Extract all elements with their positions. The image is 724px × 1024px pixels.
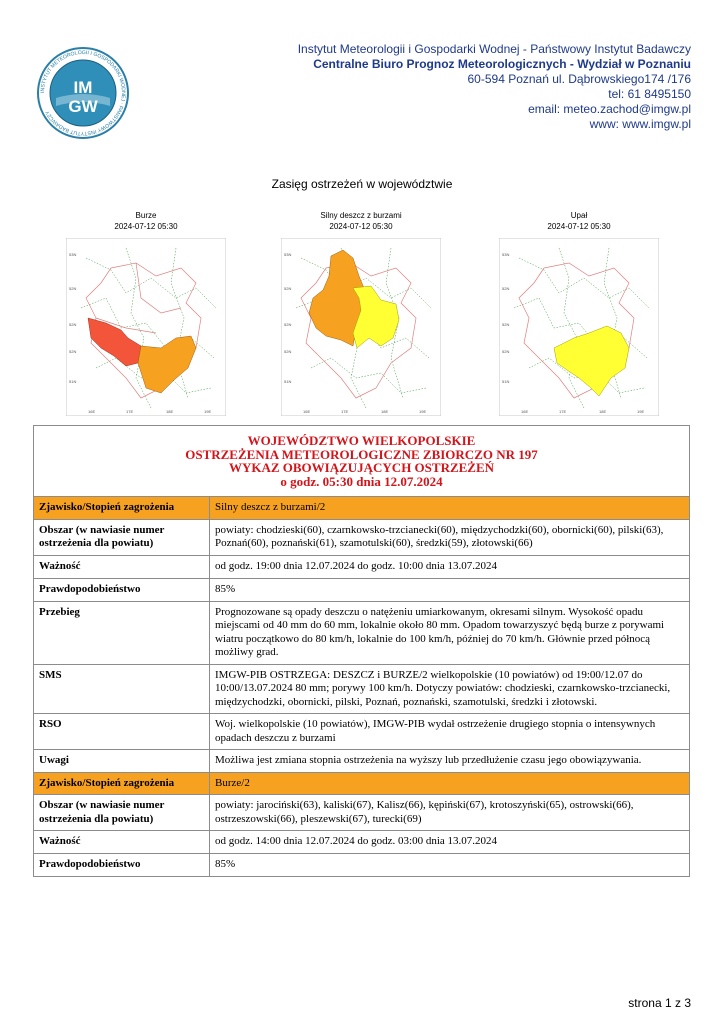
lon-label: 18E	[166, 409, 174, 414]
website-link[interactable]: www: www.imgw.pl	[589, 117, 691, 131]
label-phenomenon: Zjawisko/Stopień zagrożenia	[34, 497, 210, 520]
bureau-name: Centralne Biuro Prognoz Meteorologicznych - Wydział w Poznaniu	[313, 57, 691, 71]
lat-label: 52N	[502, 322, 510, 327]
logo-text-top: IM	[73, 78, 93, 97]
address: 60-594 Poznań ul. Dąbrowskiego174 /176	[467, 72, 691, 86]
lat-label: 52N	[69, 286, 77, 291]
map-title: Upał	[570, 211, 588, 220]
warnings-table	[33, 425, 690, 877]
label-notes: Uwagi	[34, 750, 210, 773]
warning1-rso: Woj. wielkopolskie (10 powiatów), IMGW-PIB wydał ostrzeżenie drugiego stopnia o intensywnych opadach deszczu z burzami	[210, 714, 690, 750]
lat-label: 52N	[284, 286, 292, 291]
label-probability: Prawdopodobieństwo	[34, 578, 210, 601]
lat-label: 53N	[284, 252, 292, 257]
warning2-probability: 85%	[210, 854, 690, 877]
lat-label: 52N	[502, 349, 510, 354]
title-time: o godz. 05:30 dnia 12.07.2024	[280, 473, 443, 489]
lon-label: 18E	[599, 409, 607, 414]
label-validity: Ważność	[34, 831, 210, 854]
lat-label: 51N	[502, 379, 510, 384]
warning1-notes: Możliwa jest zmiana stopnia ostrzeżenia na wyższy lub przedłużenie czasu jego obowiązywania.	[210, 750, 690, 773]
imgw-logo-graphic	[36, 46, 130, 140]
label-area: Obszar (w nawiasie numer ostrzeżenia dla powiatu)	[34, 519, 210, 555]
map-heat-graphic	[499, 238, 659, 416]
map-title: Burze	[135, 211, 157, 220]
lon-label: 16E	[88, 409, 96, 414]
page-number: strona 1 z 3	[628, 996, 691, 1010]
logo-text-bottom: GW	[68, 97, 98, 116]
warning2-area: powiaty: jarociński(63), kaliski(67), Kalisz(66), kępiński(67), krotoszyński(65), ostrowski(66), ostrzeszowski(66), pleszewski(67), turecki(69)	[210, 795, 690, 831]
warning1-phenomenon: Silny deszcz z burzami/2	[210, 497, 690, 520]
label-rso: RSO	[34, 714, 210, 750]
lat-label: 52N	[69, 322, 77, 327]
lat-label: 53N	[502, 252, 510, 257]
map-heat	[499, 210, 659, 421]
warning1-area: powiaty: chodzieski(60), czarnkowsko-trzcianecki(60), międzychodzki(60), obornicki(60), pilski(63), Poznań(60), poznański(61), szamotulski(60), średzki(59), złotowski(66)	[210, 519, 690, 555]
map-storms-graphic	[66, 238, 226, 416]
email-link[interactable]: email: meteo.zachod@imgw.pl	[528, 102, 691, 116]
lat-label: 52N	[284, 322, 292, 327]
logo-ring-text: INSTYTUT METEOROLOGII I GOSPODARKI WODNEJ · PAŃSTWOWY INSTYTUT BADAWCZY	[39, 49, 127, 137]
lon-label: 16E	[303, 409, 311, 414]
map-datetime: 2024-07-12 05:30	[547, 222, 611, 231]
warning2-phenomenon: Burze/2	[210, 772, 690, 795]
lat-label: 51N	[284, 379, 292, 384]
lon-label: 17E	[559, 409, 567, 414]
title-list: WYKAZ OBOWIĄZUJĄCYCH OSTRZEŻEŃ	[228, 460, 495, 475]
lon-label: 19E	[204, 409, 212, 414]
lat-label: 52N	[69, 349, 77, 354]
lat-label: 52N	[502, 286, 510, 291]
label-course: Przebieg	[34, 601, 210, 664]
imgw-logo	[36, 46, 130, 140]
phone: tel: 61 8495150	[608, 87, 691, 101]
map-datetime: 2024-07-12 05:30	[114, 222, 178, 231]
label-phenomenon: Zjawisko/Stopień zagrożenia	[34, 772, 210, 795]
label-validity: Ważność	[34, 555, 210, 578]
institute-name: Instytut Meteorologii i Gospodarki Wodnej - Państwowy Instytut Badawczy	[297, 42, 691, 56]
lon-label: 19E	[637, 409, 645, 414]
lon-label: 17E	[126, 409, 134, 414]
map-heavy-rain-graphic	[281, 238, 441, 416]
section-title: Zasięg ostrzeżeń w województwie	[271, 177, 453, 191]
lat-label: 53N	[69, 252, 77, 257]
title-bulletin: OSTRZEŻENIA METEOROLOGICZNE ZBIORCZO NR 197	[185, 446, 538, 462]
label-area: Obszar (w nawiasie numer ostrzeżenia dla powiatu)	[34, 795, 210, 831]
lon-label: 17E	[341, 409, 349, 414]
title-region: WOJEWÓDZTWO WIELKOPOLSKIE	[247, 433, 476, 448]
label-sms: SMS	[34, 664, 210, 714]
label-probability: Prawdopodobieństwo	[34, 854, 210, 877]
warning1-course: Prognozowane są opady deszczu o natężeniu umiarkowanym, okresami silnym. Wysokość opadu miejscami od 40 mm do 60 mm, lokalnie około 80 mm. Opadom towarzyszyć będą burze z porywami wiatru początkowo do 80 km/h, lokalnie do 100 km/h, później do 70 km/h. Głównie przed północą możliwy grad.	[210, 601, 690, 664]
institute-header	[298, 42, 691, 132]
lon-label: 19E	[419, 409, 427, 414]
lon-label: 16E	[521, 409, 529, 414]
map-storms	[66, 210, 226, 421]
lon-label: 18E	[381, 409, 389, 414]
map-datetime: 2024-07-12 05:30	[329, 222, 393, 231]
lat-label: 52N	[284, 349, 292, 354]
warning1-validity: od godz. 19:00 dnia 12.07.2024 do godz. 10:00 dnia 13.07.2024	[210, 555, 690, 578]
warning1-sms: IMGW-PIB OSTRZEGA: DESZCZ i BURZE/2 wielkopolskie (10 powiatów) od 19:00/12.07 do 10:00/13.07.2024 80 mm; porywy 100 km/h. Dotyczy powiatów: chodzieski, czarnkowsko-trzcianecki, międzychodzki, obornicki, pilski, Poznań, poznański, szamotulski, średzki i złotowski.	[210, 664, 690, 714]
document-title	[34, 426, 690, 497]
lat-label: 51N	[69, 379, 77, 384]
map-heavy-rain	[281, 210, 441, 421]
map-title: Silny deszcz z burzami	[320, 211, 402, 220]
warning2-validity: od godz. 14:00 dnia 12.07.2024 do godz. 03:00 dnia 13.07.2024	[210, 831, 690, 854]
warning1-probability: 85%	[210, 578, 690, 601]
